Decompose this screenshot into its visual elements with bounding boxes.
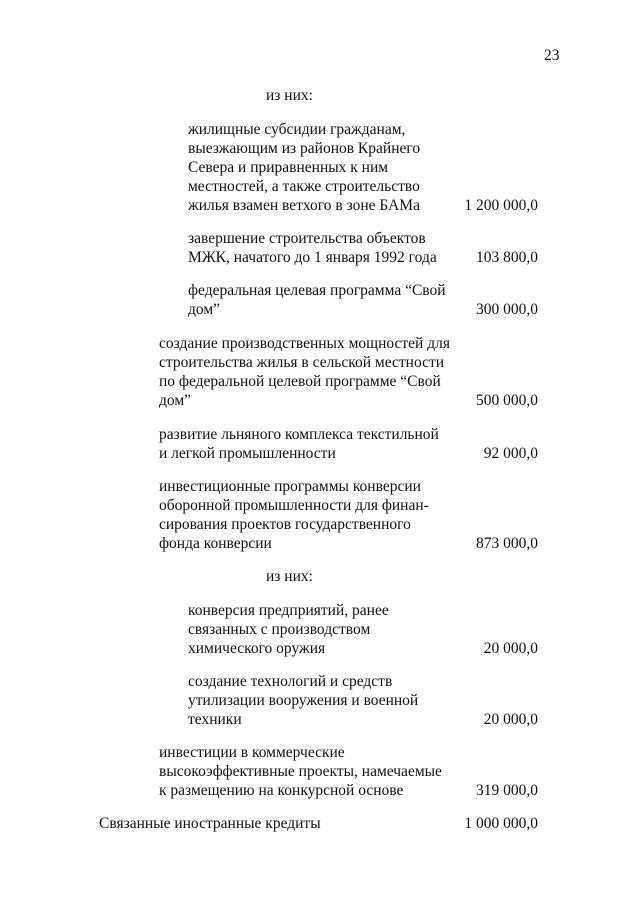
item-weapons-disposal bbox=[188, 672, 418, 729]
item-rural-housing-capacity bbox=[159, 334, 450, 410]
item-label: создание технологий и средств утилизации вооружения и военной техники bbox=[188, 673, 419, 728]
item-amount: 20 000,0 bbox=[483, 640, 538, 657]
item-amount: 103 800,0 bbox=[476, 249, 538, 266]
item-amount: 319 000,0 bbox=[476, 782, 538, 799]
item-label: жилищные субсидии гражданам, выезжающим из районов Крайнего Севера и приравненных к ним местностей, а также строительство жилья взамен ветхого в зоне БАМа bbox=[188, 121, 421, 214]
item-amount: 1 000 000,0 bbox=[464, 815, 538, 832]
item-chemical-weapons-conversion bbox=[188, 601, 389, 658]
item-own-home-program bbox=[188, 281, 446, 319]
item-mzhk-completion bbox=[188, 229, 437, 267]
item-label: инвестиции в коммерческие высокоэффективные проекты, намечаемые к размещению на конкурсной основе bbox=[159, 744, 442, 799]
item-label: Связанные иностранные кредиты bbox=[99, 815, 321, 832]
item-defense-conversion bbox=[159, 477, 429, 553]
item-label: создание производственных мощностей для строительства жилья в сельской местности по федеральной целевой программе “Свой дом” bbox=[159, 335, 450, 409]
item-tied-foreign-credits bbox=[99, 814, 321, 833]
item-amount: 500 000,0 bbox=[476, 392, 538, 409]
item-commercial-investments bbox=[159, 743, 442, 800]
item-label: завершение строительства объектов МЖК, начатого до 1 января 1992 года bbox=[188, 230, 437, 266]
item-label: развитие льняного комплекса текстильной и легкой промышленности bbox=[159, 426, 439, 462]
item-amount: 20 000,0 bbox=[483, 711, 538, 728]
item-amount: 92 000,0 bbox=[483, 445, 538, 462]
item-flax-complex bbox=[159, 425, 439, 463]
item-label: конверсия предприятий, ранее связанных с производством химического оружия bbox=[188, 602, 389, 657]
item-label: федеральная целевая программа “Свой дом” bbox=[188, 282, 446, 318]
item-housing-subsidies bbox=[188, 120, 420, 215]
page-number: 23 bbox=[544, 47, 560, 64]
subheading-of-them: из них: bbox=[266, 568, 313, 585]
item-amount: 300 000,0 bbox=[476, 301, 538, 318]
item-label: инвестиционные программы конверсии оборонной промышленности для финан- сирования проектов государственного фонда конверсии bbox=[159, 478, 429, 552]
subheading-of-them: из них: bbox=[266, 87, 313, 104]
item-amount: 1 200 000,0 bbox=[464, 197, 538, 214]
item-amount: 873 000,0 bbox=[476, 535, 538, 552]
